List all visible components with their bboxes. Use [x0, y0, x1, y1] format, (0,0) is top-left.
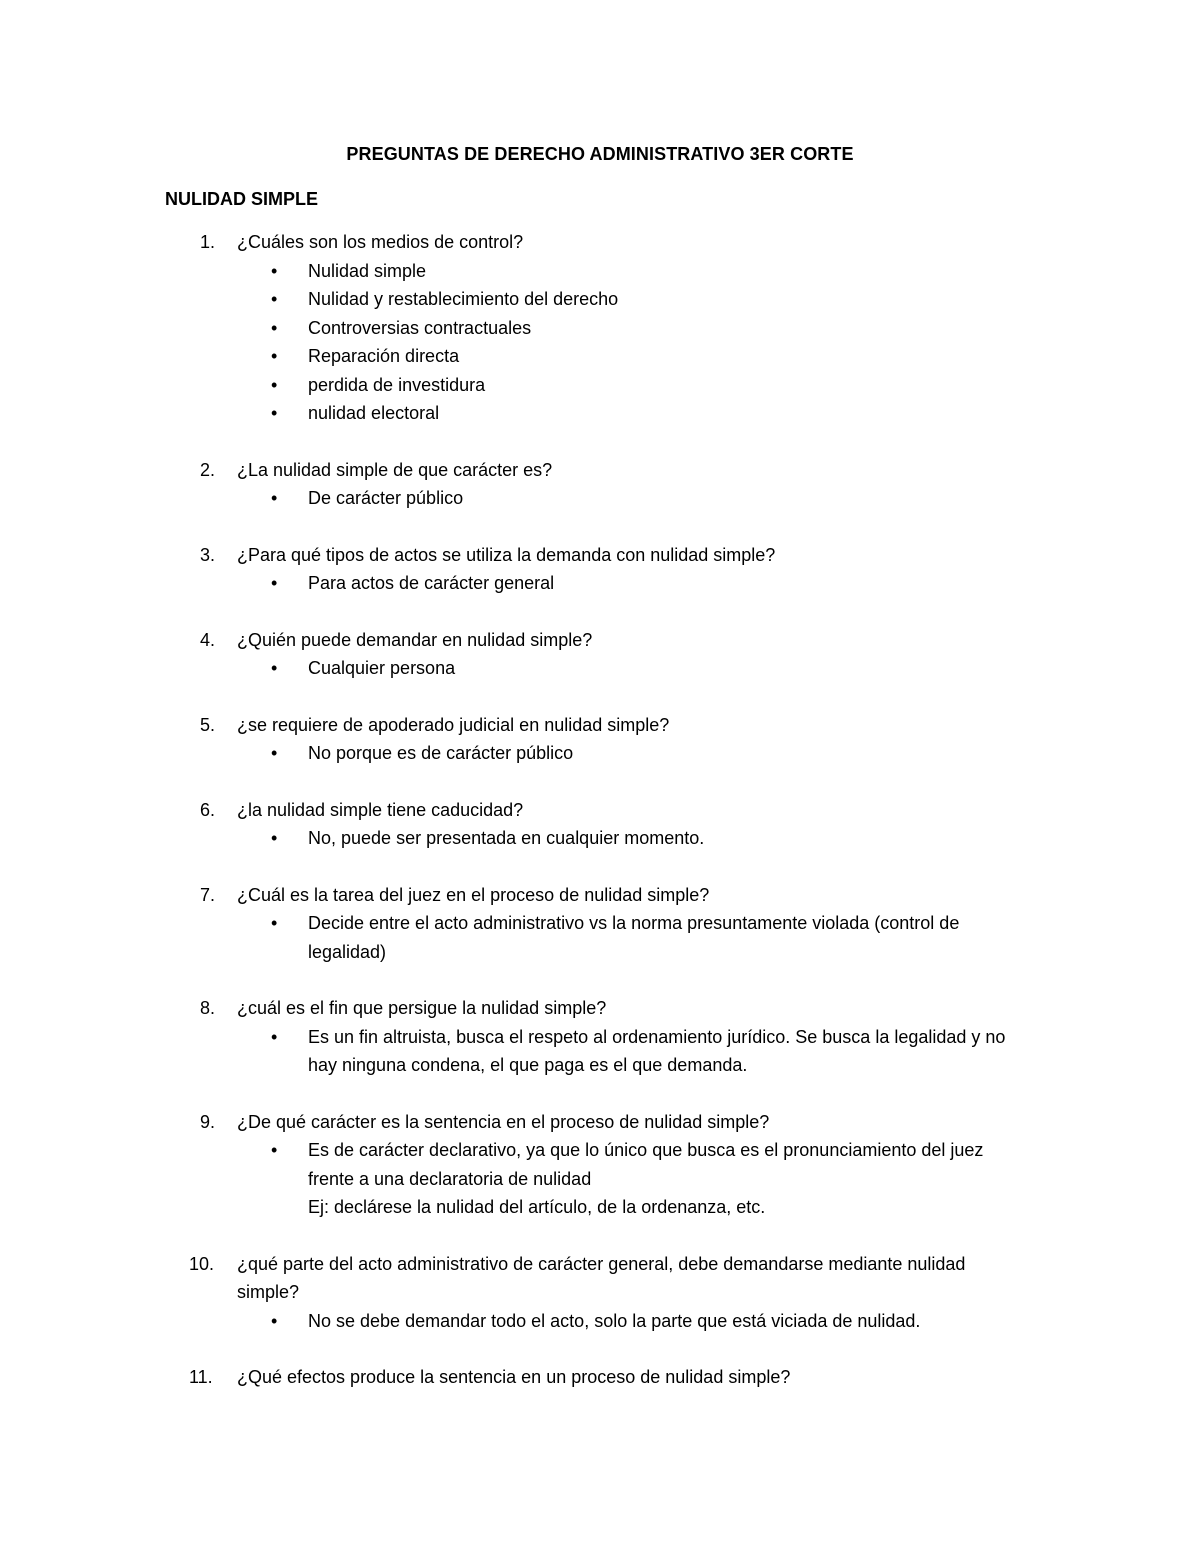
question-text: ¿La nulidad simple de que carácter es?: [237, 459, 553, 480]
answer-item: [271, 1307, 1033, 1336]
bullet-icon: •: [271, 743, 278, 763]
answer-item: [271, 654, 1033, 683]
answer-text: Decide entre el acto administrativo vs la norma presuntamente violada (control de legalidad): [308, 913, 960, 962]
answer-text: Para actos de carácter general: [308, 573, 555, 593]
answer-text: Nulidad y restablecimiento del derecho: [308, 289, 619, 309]
answer-item: [271, 257, 1033, 286]
answer-text: Controversias contractuales: [308, 317, 532, 338]
answer-text: Es un fin altruista, busca el respeto al ordenamiento jurídico. Se busca la legalidad y no hay ninguna condena, el que paga es el que demanda.: [308, 1026, 1006, 1075]
answer-text: nulidad electoral: [308, 403, 440, 423]
question-number: 3.: [200, 544, 216, 565]
answer-list: [0, 1307, 1200, 1336]
question-text: ¿Para qué tipos de actos se utiliza la demanda con nulidad simple?: [237, 544, 776, 565]
section-heading: NULIDAD SIMPLE: [165, 189, 318, 209]
answer-text: No se debe demandar todo el acto, solo la parte que está viciada de nulidad.: [308, 1310, 921, 1331]
answer-text: Cualquier persona: [308, 658, 456, 678]
bullet-icon: •: [271, 1026, 278, 1047]
answer-text: No porque es de carácter público: [308, 743, 574, 763]
question-item: [0, 626, 1200, 683]
answer-list: [0, 909, 1200, 966]
question-item: [0, 1108, 1200, 1222]
question-number: 1.: [200, 232, 216, 252]
answer-list: [0, 1136, 1200, 1222]
question-item: [0, 1250, 1200, 1336]
question-item: [0, 1363, 1200, 1392]
answer-list: [0, 569, 1200, 598]
question-text: ¿cuál es el fin que persigue la nulidad simple?: [237, 998, 607, 1018]
bullet-icon: •: [271, 658, 278, 678]
answer-list: [0, 484, 1200, 513]
question-text: ¿Cuál es la tarea del juez en el proceso de nulidad simple?: [237, 884, 710, 905]
question-text: ¿De qué carácter es la sentencia en el proceso de nulidad simple?: [237, 1111, 770, 1132]
bullet-icon: •: [271, 289, 278, 309]
answer-list: [0, 739, 1200, 768]
question-text: ¿Cuáles son los medios de control?: [237, 232, 524, 252]
bullet-icon: •: [271, 317, 278, 338]
answer-text: perdida de investidura: [308, 374, 486, 395]
answer-item: [271, 342, 1033, 371]
answer-item: [271, 909, 1033, 966]
answer-item: [271, 1023, 1033, 1080]
answer-list: [0, 824, 1200, 853]
answer-text: De carácter público: [308, 488, 464, 508]
answer-list: [0, 257, 1200, 428]
bullet-icon: •: [271, 913, 278, 933]
answer-item: [271, 399, 1033, 428]
question-number: 7.: [200, 884, 216, 905]
answer-item: [271, 569, 1033, 598]
question-number: 2.: [200, 459, 216, 480]
question-list: [0, 228, 1200, 1420]
bullet-icon: •: [271, 488, 278, 508]
question-text: ¿se requiere de apoderado judicial en nulidad simple?: [237, 714, 670, 735]
bullet-icon: •: [271, 403, 278, 423]
bullet-icon: •: [271, 1310, 278, 1331]
bullet-icon: •: [271, 260, 278, 281]
answer-item: [271, 824, 1033, 853]
answer-text: Es de carácter declarativo, ya que lo único que busca es el pronunciamiento del juez frente a una declaratoria de nulidad: [308, 1140, 984, 1189]
bullet-icon: •: [271, 828, 278, 848]
question-number: 6.: [200, 799, 216, 820]
question-text: ¿qué parte del acto administrativo de carácter general, debe demandarse mediante nulidad simple?: [237, 1253, 966, 1302]
question-item: [0, 711, 1200, 768]
question-text: ¿Qué efectos produce la sentencia en un proceso de nulidad simple?: [237, 1367, 791, 1387]
bullet-icon: •: [271, 1140, 278, 1160]
answer-item: [271, 1136, 1033, 1222]
question-number: 4.: [200, 629, 216, 650]
question-item: [0, 796, 1200, 853]
question-item: [0, 541, 1200, 598]
question-item: [0, 881, 1200, 967]
bullet-icon: •: [271, 573, 278, 593]
document-title: PREGUNTAS DE DERECHO ADMINISTRATIVO 3ER CORTE: [346, 144, 854, 164]
answer-item: [271, 314, 1033, 343]
question-item: [0, 456, 1200, 513]
answer-text: Ej: declárese la nulidad del artículo, de la ordenanza, etc.: [308, 1197, 766, 1217]
question-text: ¿Quién puede demandar en nulidad simple?: [237, 629, 593, 650]
bullet-icon: •: [271, 346, 278, 366]
answer-text: Nulidad simple: [308, 260, 427, 281]
question-number: 8.: [200, 998, 216, 1018]
answer-item: [271, 739, 1033, 768]
question-item: [0, 994, 1200, 1080]
answer-list: [0, 1023, 1200, 1080]
answer-text: No, puede ser presentada en cualquier momento.: [308, 828, 705, 848]
answer-text: Reparación directa: [308, 346, 460, 366]
question-text: ¿la nulidad simple tiene caducidad?: [237, 799, 524, 820]
question-number: 11.: [189, 1367, 213, 1387]
question-item: [0, 228, 1200, 428]
answer-item: [271, 285, 1033, 314]
question-number: 10.: [189, 1253, 215, 1274]
bullet-icon: •: [271, 374, 278, 395]
question-number: 5.: [200, 714, 216, 735]
question-number: 9.: [200, 1111, 216, 1132]
answer-item: [271, 484, 1033, 513]
answer-item: [271, 371, 1033, 400]
answer-list: [0, 654, 1200, 683]
